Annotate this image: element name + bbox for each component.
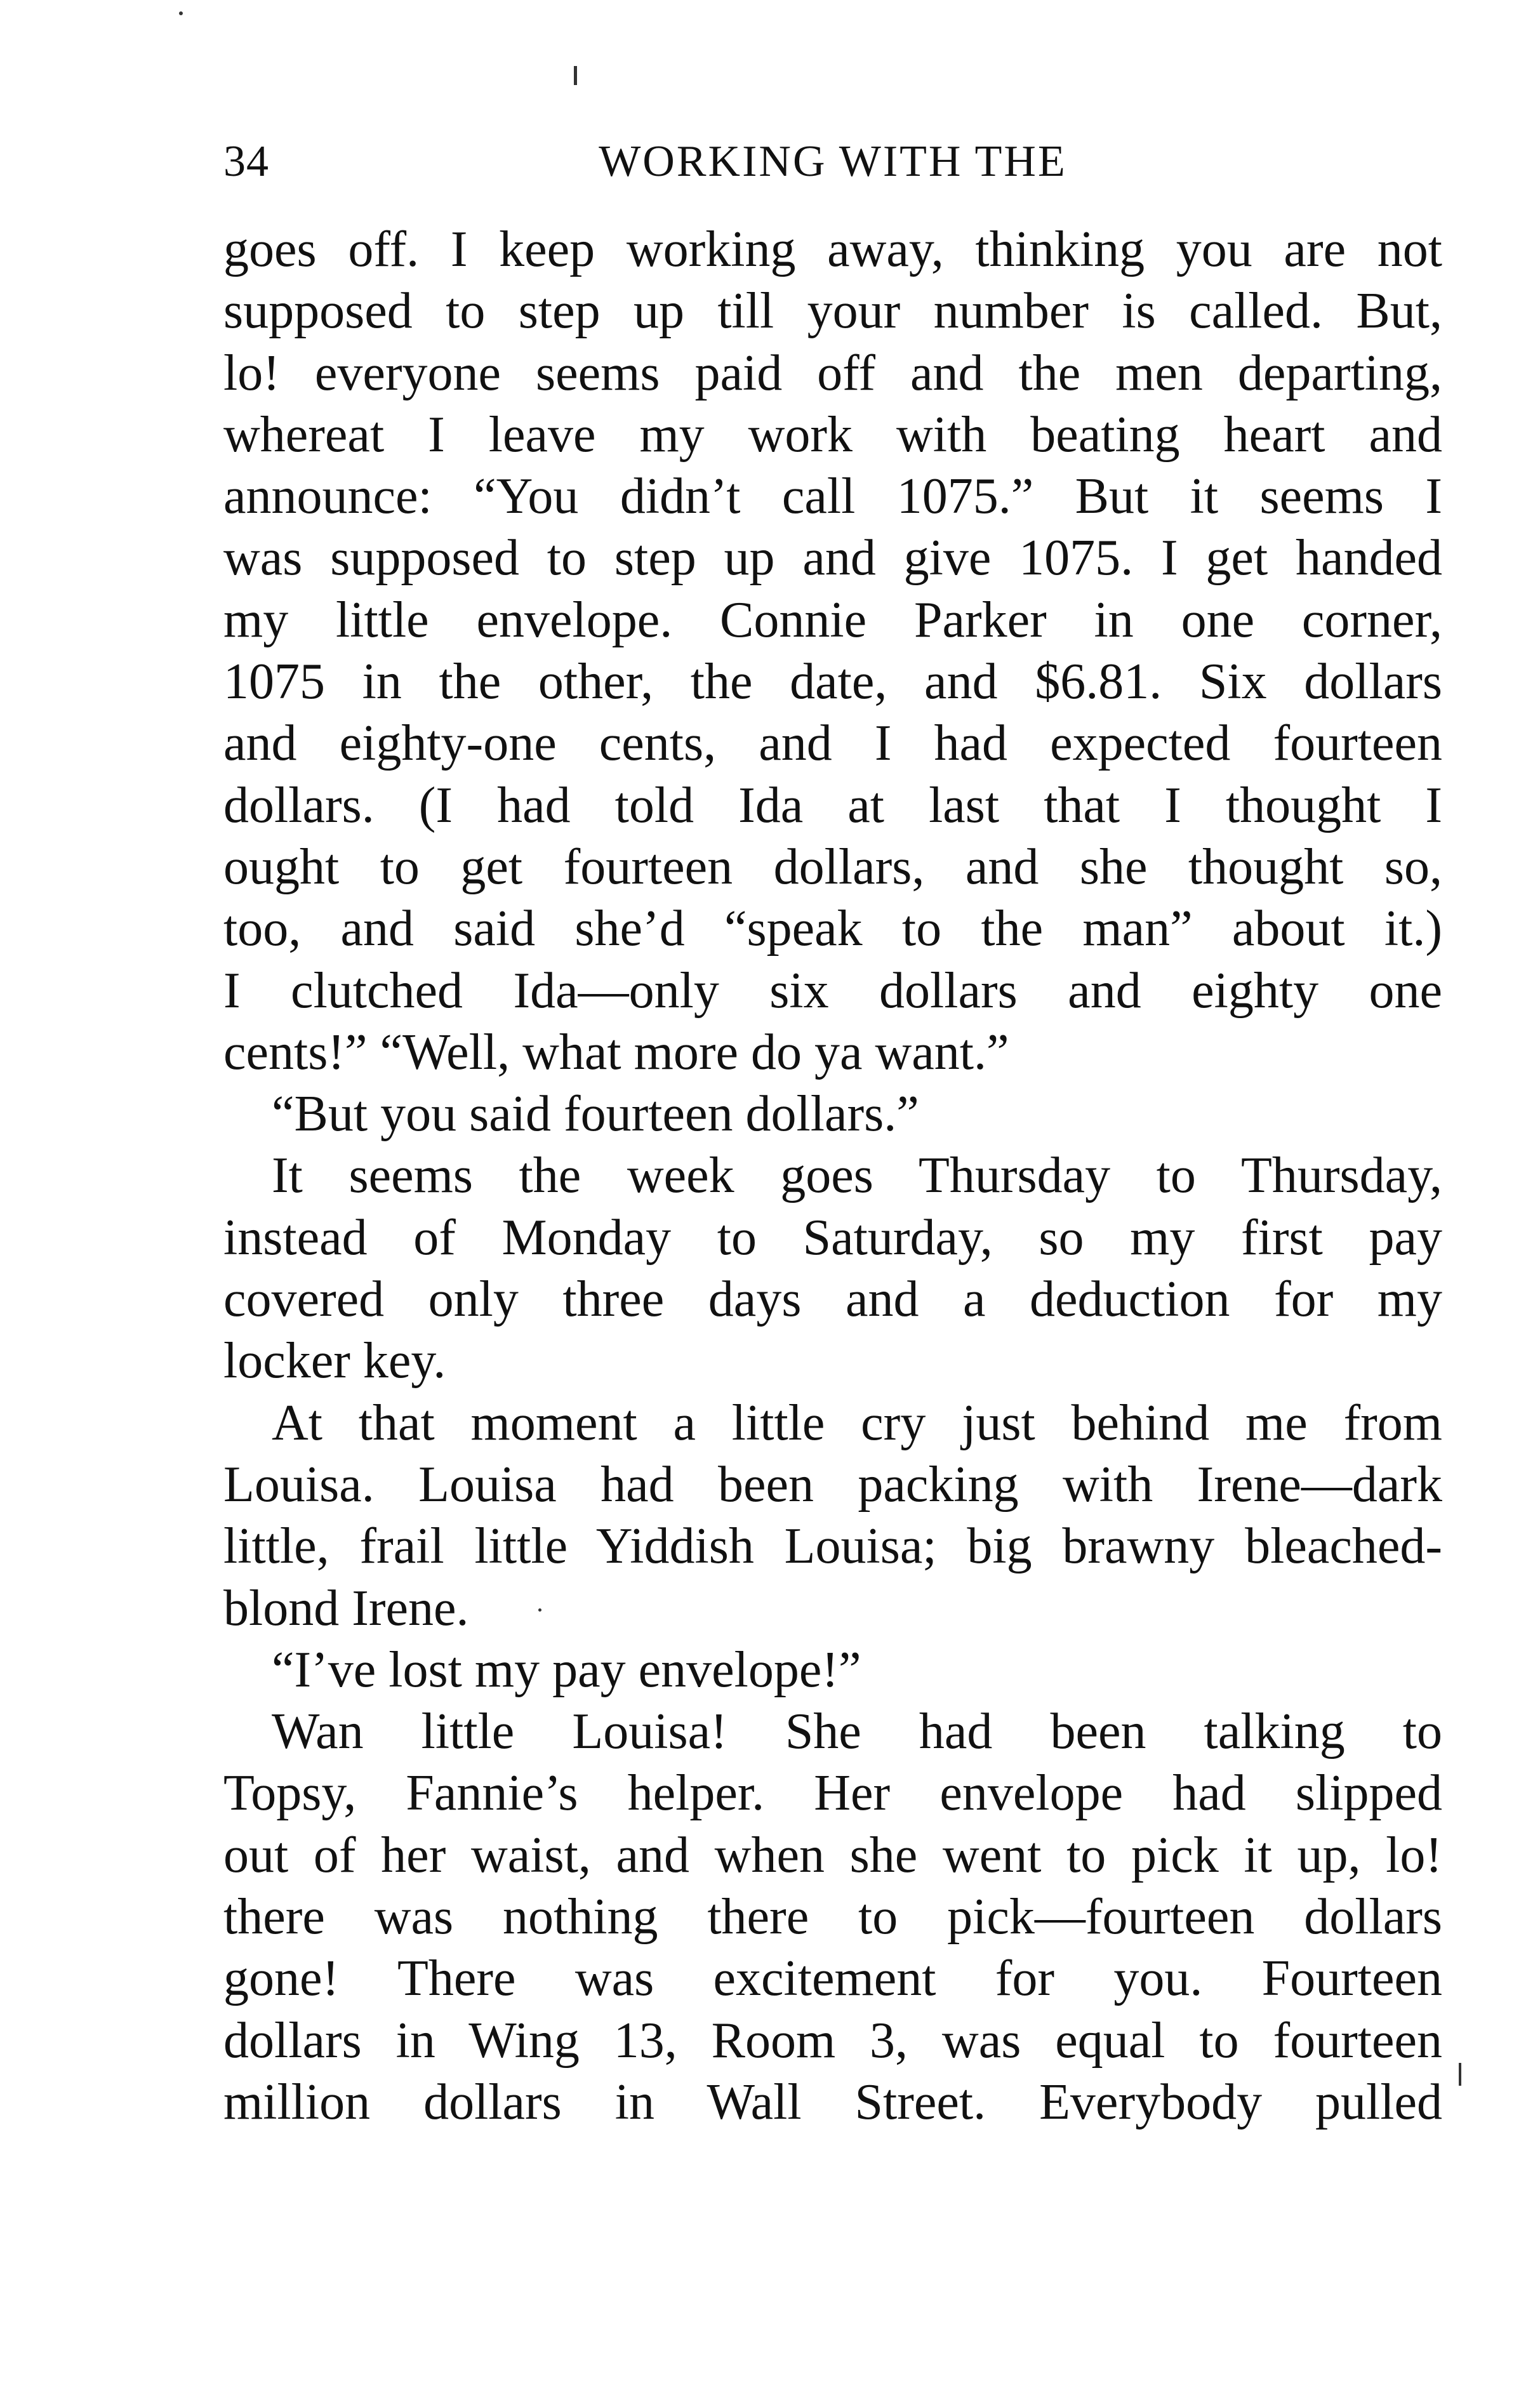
text-line: instead of Monday to Saturday, so my first pay	[223, 1209, 1442, 1266]
text-line: supposed to step up till your number is called. But,	[223, 283, 1442, 340]
text-line: cents!” “Well, what more do ya want.”	[223, 1024, 1009, 1080]
text-line: I clutched Ida—only six dollars and eighty one	[223, 962, 1442, 1019]
running-head: WORKING WITH THE	[599, 137, 1067, 186]
text-line: lo! everyone seems paid off and the men departing,	[223, 345, 1442, 401]
text-line: Louisa. Louisa had been packing with Irene—dark	[223, 1456, 1442, 1513]
body-text	[223, 219, 1442, 2133]
text-line: It seems the week goes Thursday to Thursday,	[272, 1148, 1442, 1204]
text-line: locker key.	[223, 1333, 446, 1389]
text-line: goes off. I keep working away, thinking you are not	[223, 222, 1442, 277]
print-speck	[179, 11, 183, 15]
text-line: ought to get fourteen dollars, and she thought so,	[223, 838, 1442, 895]
text-line: dollars in Wing 13, Room 3, was equal to fourteen	[223, 2012, 1442, 2069]
text-line: gone! There was excitement for you. Fourteen	[223, 1951, 1442, 2007]
text-line: Topsy, Fannie’s helper. Her envelope had slipped	[223, 1765, 1442, 1822]
text-line: out of her waist, and when she went to pick it up, lo!	[223, 1827, 1442, 1883]
text-line: Wan little Louisa! She had been talking to	[272, 1704, 1442, 1760]
print-speck	[1459, 2063, 1461, 2086]
text-line: At that moment a little cry just behind me from	[272, 1395, 1442, 1451]
text-line: my little envelope. Connie Parker in one corner,	[223, 592, 1442, 648]
text-line: covered only three days and a deduction for my	[223, 1271, 1442, 1328]
text-line: whereat I leave my work with beating heart and	[223, 406, 1442, 463]
text-line: “I’ve lost my pay envelope!”	[272, 1641, 861, 1698]
page-number: 34	[223, 137, 269, 186]
text-line: dollars. (I had told Ida at last that I thought I	[223, 777, 1442, 833]
text-line: there was nothing there to pick—fourteen dollars	[223, 1889, 1442, 1945]
text-line: was supposed to step up and give 1075. I get handed	[223, 530, 1442, 586]
text-line: million dollars in Wall Street. Everybody pulled	[223, 2074, 1442, 2130]
text-line: “But you said fourteen dollars.”	[272, 1086, 919, 1143]
print-speck	[574, 66, 577, 85]
text-line: too, and said she’d “speak to the man” about it.)	[223, 901, 1442, 957]
text-line: blond Irene.	[223, 1580, 469, 1636]
text-line: 1075 in the other, the date, and $6.81. Six dollars	[223, 654, 1442, 710]
page-header	[223, 124, 1442, 200]
text-line: and eighty-one cents, and I had expected fourteen	[223, 715, 1442, 772]
text-line: little, frail little Yiddish Louisa; big brawny bleached-	[223, 1518, 1442, 1575]
text-line: announce: “You didn’t call 1075.” But it seems I	[223, 468, 1442, 525]
